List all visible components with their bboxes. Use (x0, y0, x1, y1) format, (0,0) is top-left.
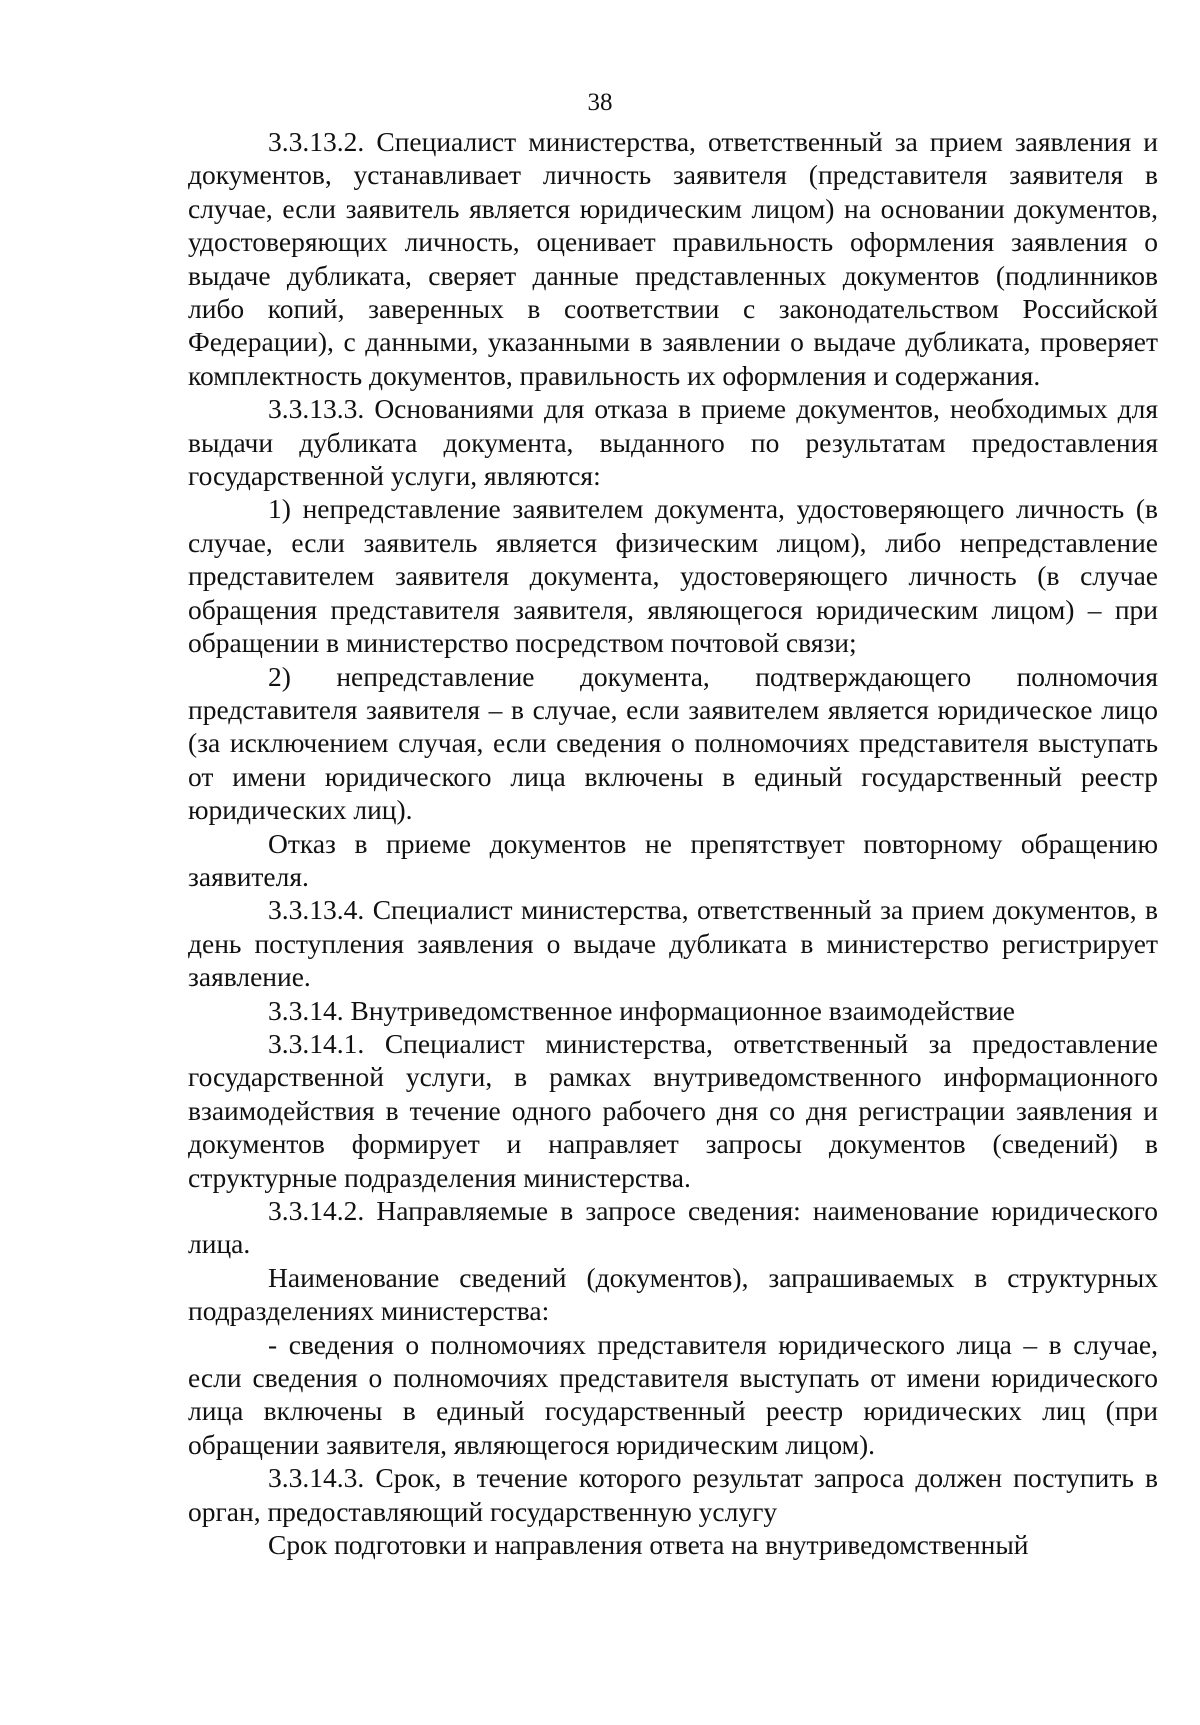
section-heading-3-3-14: 3.3.14. Внутриведомственное информационное взаимодействие (268, 994, 1015, 1026)
list-item-2: 2) непредставление документа, подтверждающего полномочия представителя заявителя – в случае, если заявителем является юридическое лицо (за исключением случая, если сведения о полномочиях представителя выступать от имени юридического лица включены в единый государственный реестр юридических лиц). (188, 660, 1158, 826)
page-number: 38 (587, 89, 613, 116)
paragraph-3-3-13-3: 3.3.13.3. Основаниями для отказа в приеме документов, необходимых для выдачи дубликата документа, выданного по результатам предоставления государственной услуги, являются: (188, 393, 1158, 492)
paragraph-requested-info: Наименование сведений (документов), запрашиваемых в структурных подразделениях министерства: (188, 1261, 1158, 1327)
paragraph-3-3-14-1: 3.3.14.1. Специалист министерства, ответственный за предоставление государственной услуги, в рамках внутриведомственного информационного взаимодействия в течение одного рабочего дня со дня регистрации заявления и документов формирует и направляет запросы документов (сведений) в структурные подразделения министерства. (188, 1027, 1158, 1193)
list-item-dash: - сведения о полномочиях представителя юридического лица – в случае, если сведения о полномочиях представителя выступать от имени юридического лица включены в единый государственный реестр юридических лиц (при обращении заявителя, являющегося юридическим лицом). (188, 1328, 1158, 1460)
paragraph-3-3-13-2: 3.3.13.2. Специалист министерства, ответственный за прием заявления и документов, устанавливает личность заявителя (представителя заявителя в случае, если заявитель является юридическим лицом) на основании документов, удостоверяющих личность, оценивает правильность оформления заявления о выдаче дубликата, сверяет данные представленных документов (подлинников либо копий, заверенных в соответствии с законодательством Российской Федерации), с данными, указанными в заявлении о выдаче дубликата, проверяет комплектность документов, правильность их оформления и содержания. (188, 126, 1158, 391)
paragraph-3-3-14-2: 3.3.14.2. Направляемые в запросе сведения: наименование юридического лица. (188, 1195, 1158, 1260)
paragraph-refusal: Отказ в приеме документов не препятствует повторному обращению заявителя. (188, 827, 1158, 892)
paragraph-3-3-13-4: 3.3.13.4. Специалист министерства, ответственный за прием документов, в день поступления заявления о выдаче дубликата в министерство регистрирует заявление. (188, 894, 1158, 993)
document-body (188, 125, 1158, 1561)
paragraph-response-term: Срок подготовки и направления ответа на внутриведомственный (268, 1529, 1029, 1561)
list-item-1: 1) непредставление заявителем документа, удостоверяющего личность (в случае, если заявитель является физическим лицом), либо непредставление представителем заявителя документа, удостоверяющего личность (в случае обращения представителя заявителя, являющегося юридическим лицом) – при обращении в министерство посредством почтовой связи; (188, 493, 1158, 659)
paragraph-3-3-14-3: 3.3.14.3. Срок, в течение которого результат запроса должен поступить в орган, предоставляющий государственную услугу (188, 1462, 1158, 1527)
